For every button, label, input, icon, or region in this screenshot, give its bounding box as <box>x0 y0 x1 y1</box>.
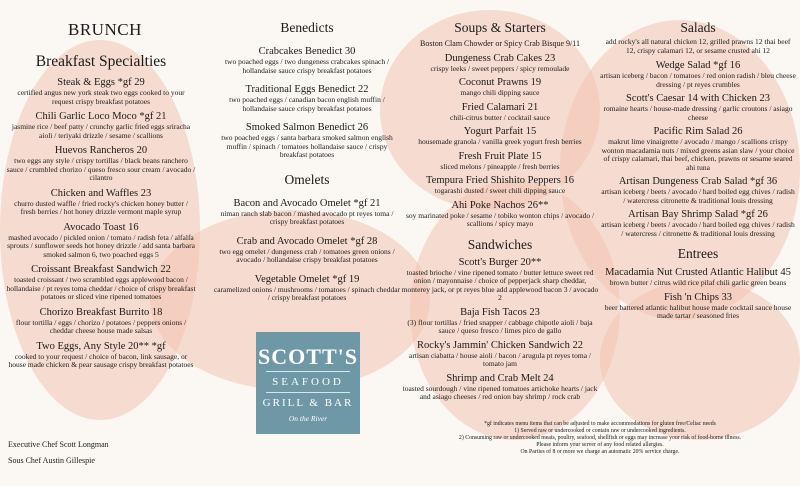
menu-item <box>212 198 402 227</box>
salad-add-ons: add rocky's all natural chicken 12, grilled prawns 12 thai beef 12, crispy calamari 12, or sesame crusted ahi 12 <box>605 37 791 55</box>
item-name: Rocky's Jammin' Chicken Sandwich 22 <box>417 339 583 351</box>
item-name: Coconut Prawns 19 <box>458 77 542 88</box>
item-name: Chili Garlic Loco Moco *gf 21 <box>35 111 167 122</box>
item-desc: crispy leeks / sweet peppers / spicy remoulade <box>430 63 570 73</box>
item-desc: churro dusted waffle / fried rocky's chicken honey butter / fresh berries / hot honey drizzle vermont maple syrup <box>14 198 188 216</box>
logo-seafood: SEAFOOD <box>272 376 344 388</box>
menu-item <box>400 102 600 123</box>
brunch-title: BRUNCH <box>68 20 142 39</box>
item-name: Dungeness Crab Cakes 23 <box>444 52 556 64</box>
item-desc: two poached eggs / santa barbara smoked salmon english muffin / spinach / tomatoes hollandaise sauce / crispy breakfast potatoes <box>221 133 393 159</box>
item-desc: togarashi dusted / sweet chili dipping sauce <box>434 186 566 195</box>
footnote-line: Please inform your server of any food related allergies. <box>536 442 664 448</box>
menu-item <box>212 84 402 113</box>
menu-item <box>6 307 196 336</box>
footnote-line: *gf indicates menu items that can be adjusted to make accommodations for gluten free/Celiac needs <box>484 421 716 427</box>
item-name: Fish 'n Chips 33 <box>663 291 733 303</box>
item-desc: sliced melons / pineapple / fresh berries <box>440 161 560 171</box>
item-desc: mango chili dipping sauce <box>460 88 540 97</box>
item-desc: artisan iceberg / beets / avocado / hard boiled egg chives / radish / watercress / citronette & traditional louis dressing <box>601 220 795 238</box>
menu-item <box>400 126 600 147</box>
item-desc: beer battered atlantic halibut house made cocktail sauce house made tartar / seasoned fries <box>604 302 792 320</box>
item-name: Avocado Toast 16 <box>63 221 139 233</box>
menu-item <box>600 126 796 172</box>
item-name: Artisan Bay Shrimp Salad *gf 26 <box>628 209 768 220</box>
executive-chef: Executive Chef Scott Longman <box>8 440 109 449</box>
menu-item <box>600 93 796 122</box>
item-desc: cooked to your request / choice of bacon, link sausage, or house made chicken & pear sausage crispy breakfast potatoes <box>8 351 194 369</box>
menu-item <box>400 53 600 74</box>
entrees-heading: Entrees <box>677 246 719 261</box>
item-desc: mashed avocado / pickled onion / tomato / radish feta / alfalfa sprouts / sunflower seeds hot honey drizzle / add santa barbara smoked salmon 6, two poached eggs 5 <box>7 232 195 259</box>
item-name: Steak & Eggs *gf 29 <box>57 77 145 88</box>
item-desc: (3) flour tortillas / fried snapper / cabbage chipotle aioli / baja sauce / queso fresco / limes pico de gallo <box>407 317 593 335</box>
menu-item <box>6 145 196 183</box>
menu-item <box>212 274 402 303</box>
menu-item <box>600 176 796 205</box>
menu-item <box>600 60 796 89</box>
sandwiches-heading: Sandwiches <box>467 236 533 252</box>
menu-item <box>6 77 196 106</box>
item-desc: artisan ciabatta / house aioli / bacon / arugula pt reyes toma / tomato jam <box>408 350 592 368</box>
benedicts-omelets-column <box>212 0 402 308</box>
menu-item <box>212 236 402 265</box>
menu-item <box>600 209 796 238</box>
item-desc: two egg omelet / dungeness crab / tomatoes green onions / avocado / hollandaise crispy breakfast potatoes <box>219 246 395 264</box>
item-name: Yogurt Parfait 15 <box>463 126 537 137</box>
item-name: Vegetable Omelet *gf 19 <box>254 273 360 285</box>
footnote-line: 2) Consuming raw or undercooked meats, poultry, seafood, shellfish or eggs may increase your risk of food-borne illness. <box>458 435 742 441</box>
item-name: Huevos Rancheros 20 <box>54 145 148 156</box>
item-name: Macadamia Nut Crusted Atlantic Halibut 45 <box>605 267 791 278</box>
item-name: Pacific Rim Salad 26 <box>653 126 743 137</box>
salads-heading: Salads <box>680 20 716 35</box>
menu-item <box>400 257 600 303</box>
item-name: Fried Calamari 21 <box>461 101 539 113</box>
item-name: Scott's Burger 20** <box>458 256 542 268</box>
scotts-logo <box>256 332 360 434</box>
soups-heading: Soups & Starters <box>454 20 546 35</box>
benedicts-heading: Benedicts <box>280 20 334 35</box>
item-name: Bacon and Avocado Omelet *gf 21 <box>233 197 381 209</box>
item-desc: jasmine rice / beef patty / crunchy garlic fried eggs sriracha aioli / teriyaki drizzle / sesame / scallions <box>11 122 191 140</box>
menu-item <box>400 40 600 49</box>
item-name: Crabcakes Benedict 30 <box>258 46 356 57</box>
item-desc: chili-citrus butter / cocktail sauce <box>450 112 550 122</box>
item-desc: toasted brioche / vine ripened tomato / butter lettuce sweet red onion / mayonnaise / choice of pepperjack sharp cheddar, monterey jack, or pt reyes blue add applewood bacon 3 / avocado 2 <box>401 267 599 302</box>
item-desc: brown butter / citrus wild rice pilaf chili garlic green beans <box>609 278 787 287</box>
item-desc: Boston Clam Chowder or Spicy Crab Bisque 9/11 <box>420 39 580 48</box>
item-desc: certified angus new york steak two eggs cooked to your request crispy breakfast potatoes <box>17 88 185 106</box>
item-name: Smoked Salmon Benedict 26 <box>245 122 369 133</box>
item-name: Fresh Fruit Plate 15 <box>458 150 542 162</box>
item-desc: toasted sourdough / vine ripened tomatoes artichoke hearts / jack and asiago cheeses / red onion bay shrimp / rock crab <box>402 383 598 401</box>
item-desc: soy marinated poke / sesame / tobiko wonton chips / avocado / scallions / spicy mayo <box>405 210 595 228</box>
menu-item <box>6 188 196 217</box>
menu-item <box>400 200 600 229</box>
logo-divider <box>266 371 350 372</box>
menu-item <box>6 222 196 260</box>
footnote-line: On Parties of 8 or more we charge an automatic 20% service charge. <box>520 449 680 455</box>
item-name: Ahi Poke Nachos 26** <box>451 199 549 211</box>
item-desc: niman ranch slab bacon / mashed avocado pt reyes toma / crispy breakfast potatoes <box>220 208 394 226</box>
item-desc: flour tortilla / eggs / chorizo / potatoes / peppers onions / cheddar cheese house made salsas <box>15 317 187 335</box>
item-desc: romaine hearts / house-made dressing / garlic croutons / asiago cheese <box>603 104 793 122</box>
brunch-column <box>6 0 196 375</box>
menu-item <box>212 122 402 160</box>
logo-name: SCOTT'S <box>258 344 358 369</box>
logo-tagline: On the River <box>288 414 328 423</box>
item-name: Croissant Breakfast Sandwich 22 <box>31 264 171 275</box>
item-desc: two poached eggs / canadian bacon english muffin / hollandaise sauce crispy breakfast potatoes <box>229 95 385 113</box>
item-name: Tempura Fried Shishito Peppers 16 <box>426 175 574 186</box>
menu-item <box>400 340 600 369</box>
item-name: Scott's Caesar 14 with Chicken 23 <box>626 93 770 104</box>
menu-item <box>600 267 796 288</box>
menu-item <box>400 77 600 98</box>
salads-entrees-column <box>600 0 796 326</box>
menu-item <box>400 175 600 196</box>
item-name: Chicken and Waffles 23 <box>50 187 152 199</box>
menu-item <box>6 111 196 140</box>
footnotes <box>455 421 745 456</box>
item-desc: artisan iceberg / beets / avocado / hard boiled egg chives / radish / watercress citronette & traditional louis dressing <box>601 187 795 205</box>
menu-item <box>6 264 196 302</box>
item-desc: artisan iceberg / bacon / tomatoes / red onion radish / bleu cheese dressing / pt reyes crumbles <box>600 71 796 89</box>
item-desc: toasted croissant / two scrambled eggs applewood bacon / hollandaise / pt reyes toma cheddar / choice of crispy breakfast potatoes or sliced vine ripened tomatoes <box>6 275 196 301</box>
item-name: Shrimp and Crab Melt 24 <box>446 372 554 384</box>
item-name: Artisan Dungeness Crab Salad *gf 36 <box>618 176 778 187</box>
item-desc: caramelized onions / mushrooms / tomatoes / spinach cheddar / crispy breakfast potatoes <box>213 284 401 302</box>
menu-item <box>400 307 600 336</box>
menu-item <box>212 46 402 75</box>
item-name: Wedge Salad *gf 16 <box>655 60 741 71</box>
omelets-heading: Omelets <box>284 171 330 187</box>
item-desc: makrut lime vinaigrette / avocado / mango / scallions crispy wonton macadamia nuts / mixed greens asian slaw / your choice of crispy calamari, thai beef, chicken, prawns or sesame seared ahi tuna <box>601 137 795 172</box>
item-name: Baja Fish Tacos 23 <box>460 306 540 318</box>
menu-item <box>400 373 600 402</box>
breakfast-specialties-heading: Breakfast Specialties <box>35 53 167 70</box>
item-name: Two Eggs, Any Style 20** *gf <box>36 340 166 352</box>
logo-grill-bar: GRILL & BAR <box>262 397 354 409</box>
item-desc: two poached eggs / two dungeness crabcakes spinach / hollandaise sauce crispy breakfast potatoes <box>224 57 390 75</box>
soups-sandwiches-column <box>400 0 600 407</box>
item-name: Crab and Avocado Omelet *gf 28 <box>236 235 378 247</box>
item-desc: two eggs any style / crispy tortillas / black beans ranchero sauce / crumbled chorizo / queso fresco sour cream / avocado / cilantro <box>6 156 196 182</box>
item-name: Chorizo Breakfast Burrito 18 <box>39 306 163 318</box>
item-name: Traditional Eggs Benedict 22 <box>245 84 369 95</box>
menu-item <box>600 292 796 321</box>
menu-item <box>400 151 600 172</box>
menu-item <box>6 341 196 370</box>
item-desc: housemade granola / vanilla greek yogurt fresh berries <box>418 137 582 146</box>
sous-chef: Sous Chef Austin Gillespie <box>8 456 95 465</box>
footnote-line: 1) Served raw or undercooked or contain raw or undercooked ingredients. <box>514 428 686 434</box>
logo-divider <box>266 392 350 393</box>
